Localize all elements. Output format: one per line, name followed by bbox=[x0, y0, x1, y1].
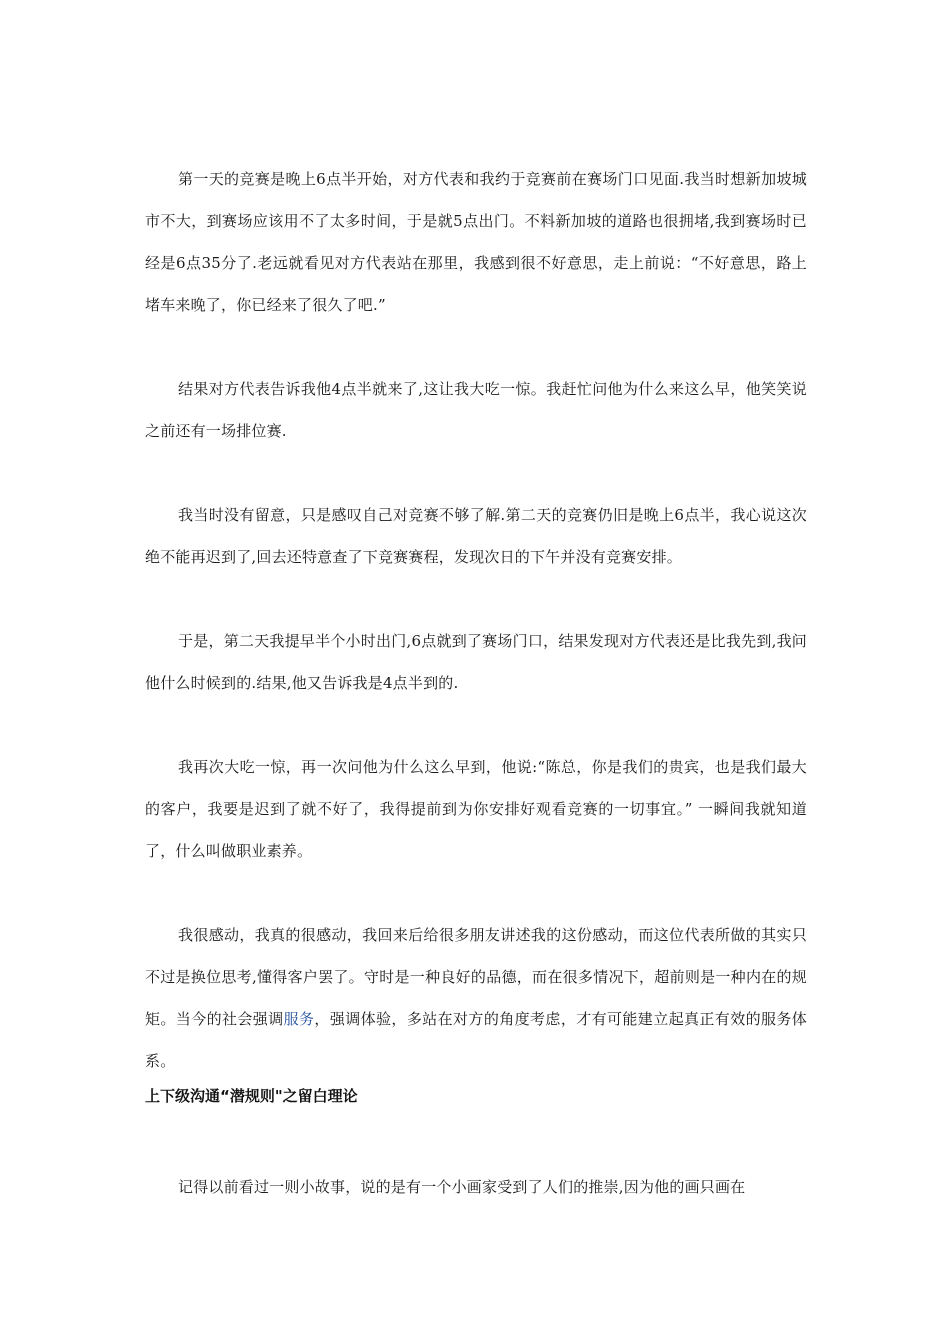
paragraph-spacer bbox=[145, 704, 807, 746]
paragraph-arrived-early: 结果对方代表告诉我他4点半就来了,这让我大吃一惊。我赶忙问他为什么来这么早，他笑笑说之前还有一场排位赛. bbox=[145, 380, 807, 440]
paragraph-professionalism: 我再次大吃一惊，再一次问他为什么这么早到，他说:“陈总，你是我们的贵宾，也是我们最大的客户，我要是迟到了就不好了，我得提前到为你安排好观看竞赛的一切事宜。” 一瞬间我就知道了，什么叫做职业素养。 bbox=[145, 758, 807, 860]
paragraph-painter-story: 记得以前看过一则小故事，说的是有一个小画家受到了人们的推崇,因为他的画只画在 bbox=[178, 1178, 746, 1196]
paragraph-spacer bbox=[145, 326, 807, 368]
paragraph-race-day-one: 第一天的竞赛是晚上6点半开始，对方代表和我约于竞赛前在赛场门口见面.我当时想新加坡城市不大，到赛场应该用不了太多时间，于是就5点出门。不料新加坡的道路也很拥堵,我到赛场时已经是6点35分了.老远就看见对方代表站在那里，我感到很不好意思，走上前说：“不好意思，路上堵车来晚了，你已经来了很久了吧.” bbox=[145, 170, 807, 314]
section-heading: 上下级沟通“潜规则"之留白理论 bbox=[145, 1087, 358, 1105]
paragraph-spacer bbox=[145, 578, 807, 620]
paragraph-second-day: 我当时没有留意，只是感叹自己对竞赛不够了解.第二天的竞赛仍旧是晚上6点半，我心说这次绝不能再迟到了,回去还特意查了下竞赛赛程，发现次日的下午并没有竞赛安排。 bbox=[145, 506, 807, 566]
paragraph-text-after-link: ，强调体验，多站在对方的角度考虑，才有可能建立起真正有效的服务体系。 bbox=[145, 1010, 808, 1070]
paragraph-spacer bbox=[145, 452, 807, 494]
paragraph-spacer bbox=[145, 872, 807, 914]
paragraph-touched bbox=[145, 914, 807, 1082]
service-link[interactable]: 服务 bbox=[283, 1010, 315, 1028]
paragraph-text-before-link: 我很感动，我真的很感动，我回来后给很多朋友讲述我的这份感动，而这位代表所做的其实只不过是换位思考,懂得客户罢了。守时是一种良好的品德，而在很多情况下，超前则是一种内在的规矩。当今的社会强调 bbox=[145, 926, 807, 1028]
paragraph-half-hour-early: 于是，第二天我提早半个小时出门,6点就到了赛场门口，结果发现对方代表还是比我先到,我问他什么时候到的.结果,他又告诉我是4点半到的. bbox=[145, 632, 807, 692]
document-body bbox=[145, 158, 807, 1208]
heading-spacer bbox=[145, 1110, 807, 1166]
